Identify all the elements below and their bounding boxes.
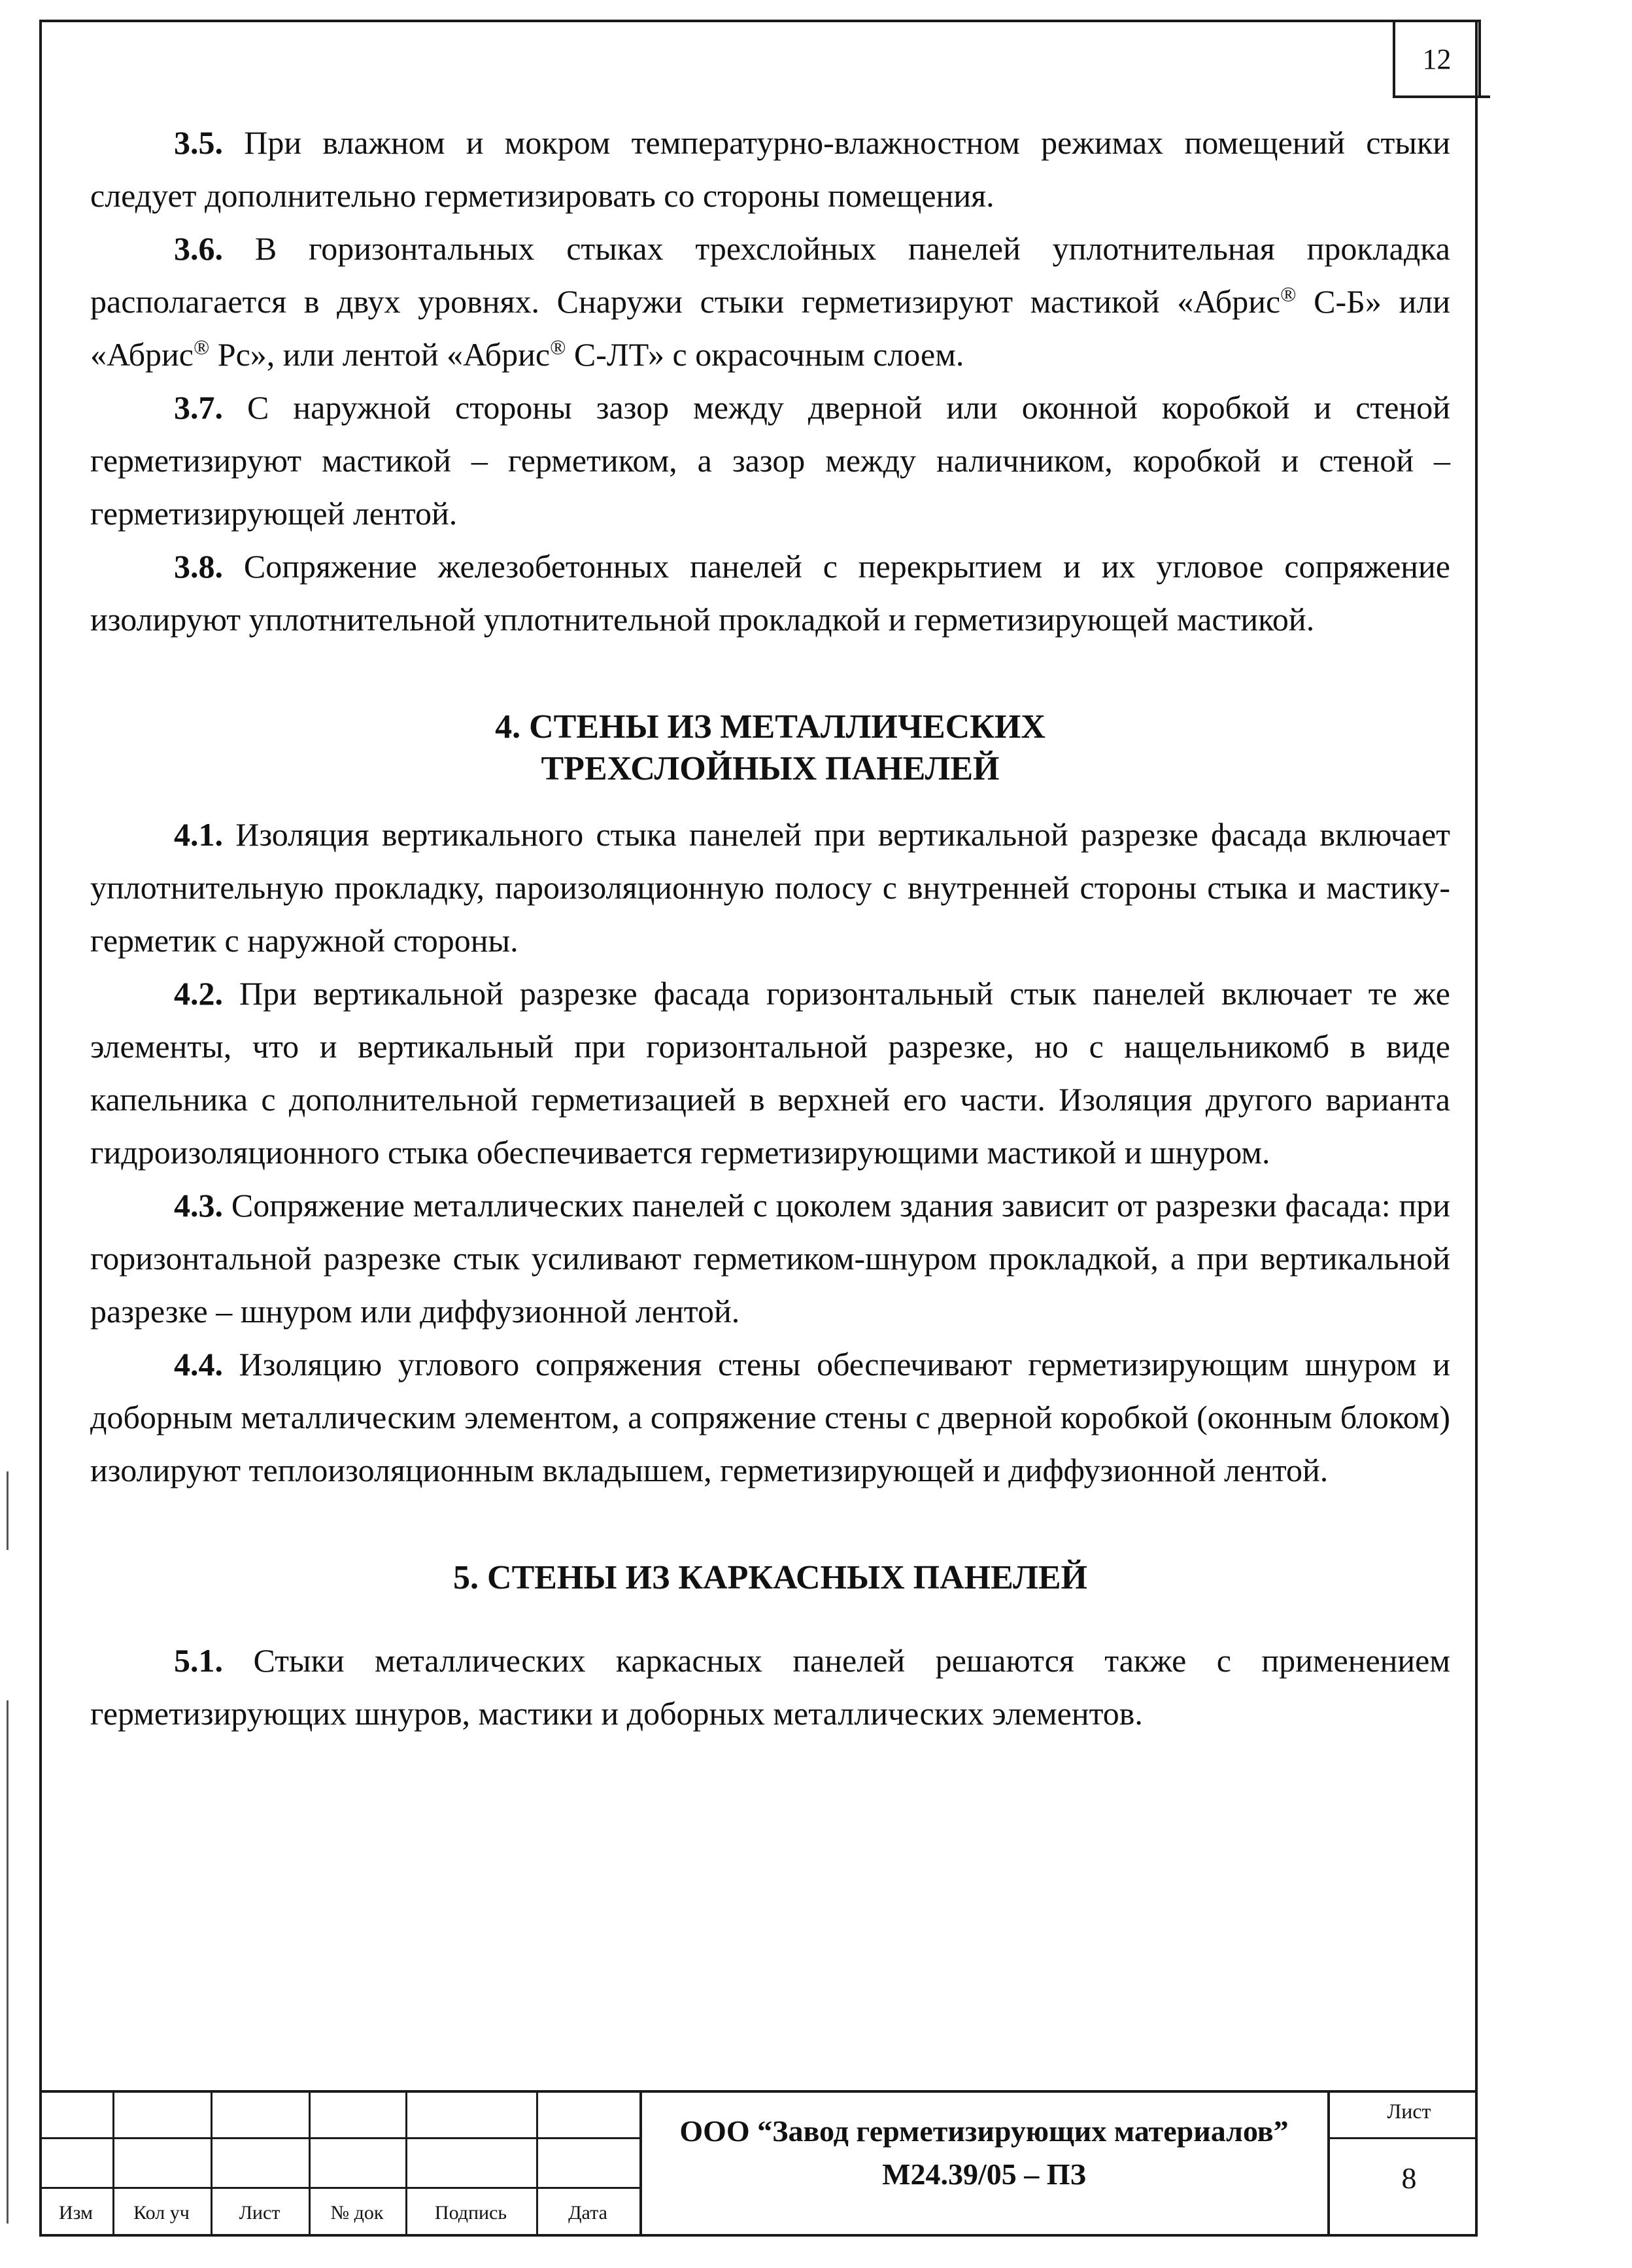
paragraph-text: При вертикальной разрезке фасада горизонтальный стык панелей включает те же элементы, что и вертикальный при горизонтальной разрезке, но с нащельникомб в виде капельника с дополнительной герметизацией в верхней его части. Изоляция другого варианта гидроизоляционного стыка обеспечивается герметизирующими мастикой и шнуром. — [90, 975, 1450, 1171]
sheet-label: Лист — [1387, 2099, 1431, 2123]
grid-line — [39, 2187, 641, 2189]
col-izm-label: Изм — [58, 2202, 94, 2224]
section-4-heading — [90, 706, 1450, 790]
title-block — [39, 2090, 1478, 2237]
paragraph-text: Сопряжение железобетонных панелей с перекрытием и их угловое сопряжение изолируют уплотнительной уплотнительной прокладкой и герметизирующей мастикой. — [90, 548, 1450, 638]
paragraph-text: Стыки металлических каркасных панелей решаются также с применением герметизирующих шнуров, мастики и доборных металлических элементов. — [90, 1642, 1450, 1732]
registered-mark: ® — [1280, 282, 1297, 306]
paragraph-3-7 — [90, 381, 1450, 540]
paragraph-text: С-Б» или «Абрис — [90, 283, 1450, 373]
heading-line: 5. СТЕНЫ ИЗ КАРКАСНЫХ ПАНЕЛЕЙ — [453, 1559, 1087, 1596]
paragraph-text: При влажном и мокром температурно-влажностном режимах помещений стыки следует дополнительно герметизировать со стороны помещения. — [90, 124, 1450, 214]
grid-line — [1327, 2137, 1478, 2139]
page-number: 12 — [1422, 43, 1452, 75]
clause-number: 4.3. — [174, 1187, 223, 1224]
scan-artifact-line — [7, 1471, 8, 1550]
stamp-center — [641, 2110, 1327, 2196]
col-list-label: Лист — [239, 2202, 280, 2224]
frame-tick — [1478, 95, 1490, 98]
sheet-number: 8 — [1401, 2161, 1417, 2195]
paragraph-text: Сопряжение металлических панелей с цоколем здания зависит от разрезки фасада: при горизонтальной разрезке стык усиливают герметиком-шнуром прокладкой, а при вертикальной разрезке – шнуром или диффузионной лентой. — [90, 1187, 1450, 1330]
paragraph-4-2 — [90, 967, 1450, 1179]
paragraph-4-1 — [90, 808, 1450, 967]
registered-mark: ® — [193, 335, 210, 359]
paragraph-5-1 — [90, 1634, 1450, 1740]
col-doc-label: № док — [330, 2202, 384, 2224]
paragraph-text: Изоляция вертикального стыка панелей при вертикальной разрезке фасада включает уплотнительную прокладку, пароизоляционную полосу с внутренней стороны стыка и мастику-герметик с наружной стороны. — [90, 816, 1450, 959]
heading-line: ТРЕХСЛОЙНЫХ ПАНЕЛЕЙ — [541, 750, 1000, 787]
clause-number: 3.8. — [174, 548, 223, 585]
paragraph-3-5 — [90, 116, 1450, 222]
heading-line: 4. СТЕНЫ ИЗ МЕТАЛЛИЧЕСКИХ — [495, 708, 1046, 746]
document-body — [90, 116, 1450, 1740]
paragraph-3-6 — [90, 222, 1450, 381]
clause-number: 4.4. — [174, 1346, 223, 1383]
col-date-label: Дата — [568, 2202, 607, 2224]
grid-line — [1327, 2090, 1330, 2237]
clause-number: 5.1. — [174, 1642, 223, 1679]
grid-line — [39, 2137, 641, 2139]
paragraph-text: В горизонтальных стыках трехслойных панелей уплотнительная прокладка располагается в двух уровнях. Снаружи стыки герметизируют мастикой «Абрис — [90, 230, 1450, 320]
col-kol-label: Кол уч — [133, 2202, 190, 2224]
document-code: М24.39/05 – ПЗ — [882, 2157, 1086, 2191]
clause-number: 4.2. — [174, 975, 223, 1012]
paragraph-4-3 — [90, 1179, 1450, 1338]
col-sign-label: Подпись — [434, 2202, 507, 2224]
clause-number: 3.5. — [174, 124, 223, 161]
paragraph-3-8 — [90, 540, 1450, 646]
page-number-box — [1393, 20, 1481, 98]
paragraph-4-4 — [90, 1338, 1450, 1497]
paragraph-text: Рс», или лентой «Абрис — [209, 336, 551, 373]
clause-number: 3.7. — [174, 389, 223, 426]
clause-number: 3.6. — [174, 230, 223, 267]
scan-artifact-line — [7, 1700, 8, 2224]
section-5-heading — [90, 1557, 1450, 1599]
paragraph-text: С наружной стороны зазор между дверной или оконной коробкой и стеной герметизируют мастикой – герметиком, а зазор между наличником, коробкой и стеной – герметизирующей лентой. — [90, 389, 1450, 532]
registered-mark: ® — [550, 335, 566, 359]
title-block-border — [39, 2090, 1478, 2093]
paragraph-text: Изоляцию углового сопряжения стены обеспечивают герметизирующим шнуром и доборным металлическим элементом, а сопряжение стены с дверной коробкой (оконным блоком) изолируют теплоизоляционным вкладышем, герметизирующей и диффузионной лентой. — [90, 1346, 1450, 1488]
company-name: ООО “Завод герметизирующих материалов” — [679, 2114, 1289, 2148]
paragraph-text: С-ЛТ» с окрасочным слоем. — [566, 336, 964, 373]
clause-number: 4.1. — [174, 816, 223, 853]
